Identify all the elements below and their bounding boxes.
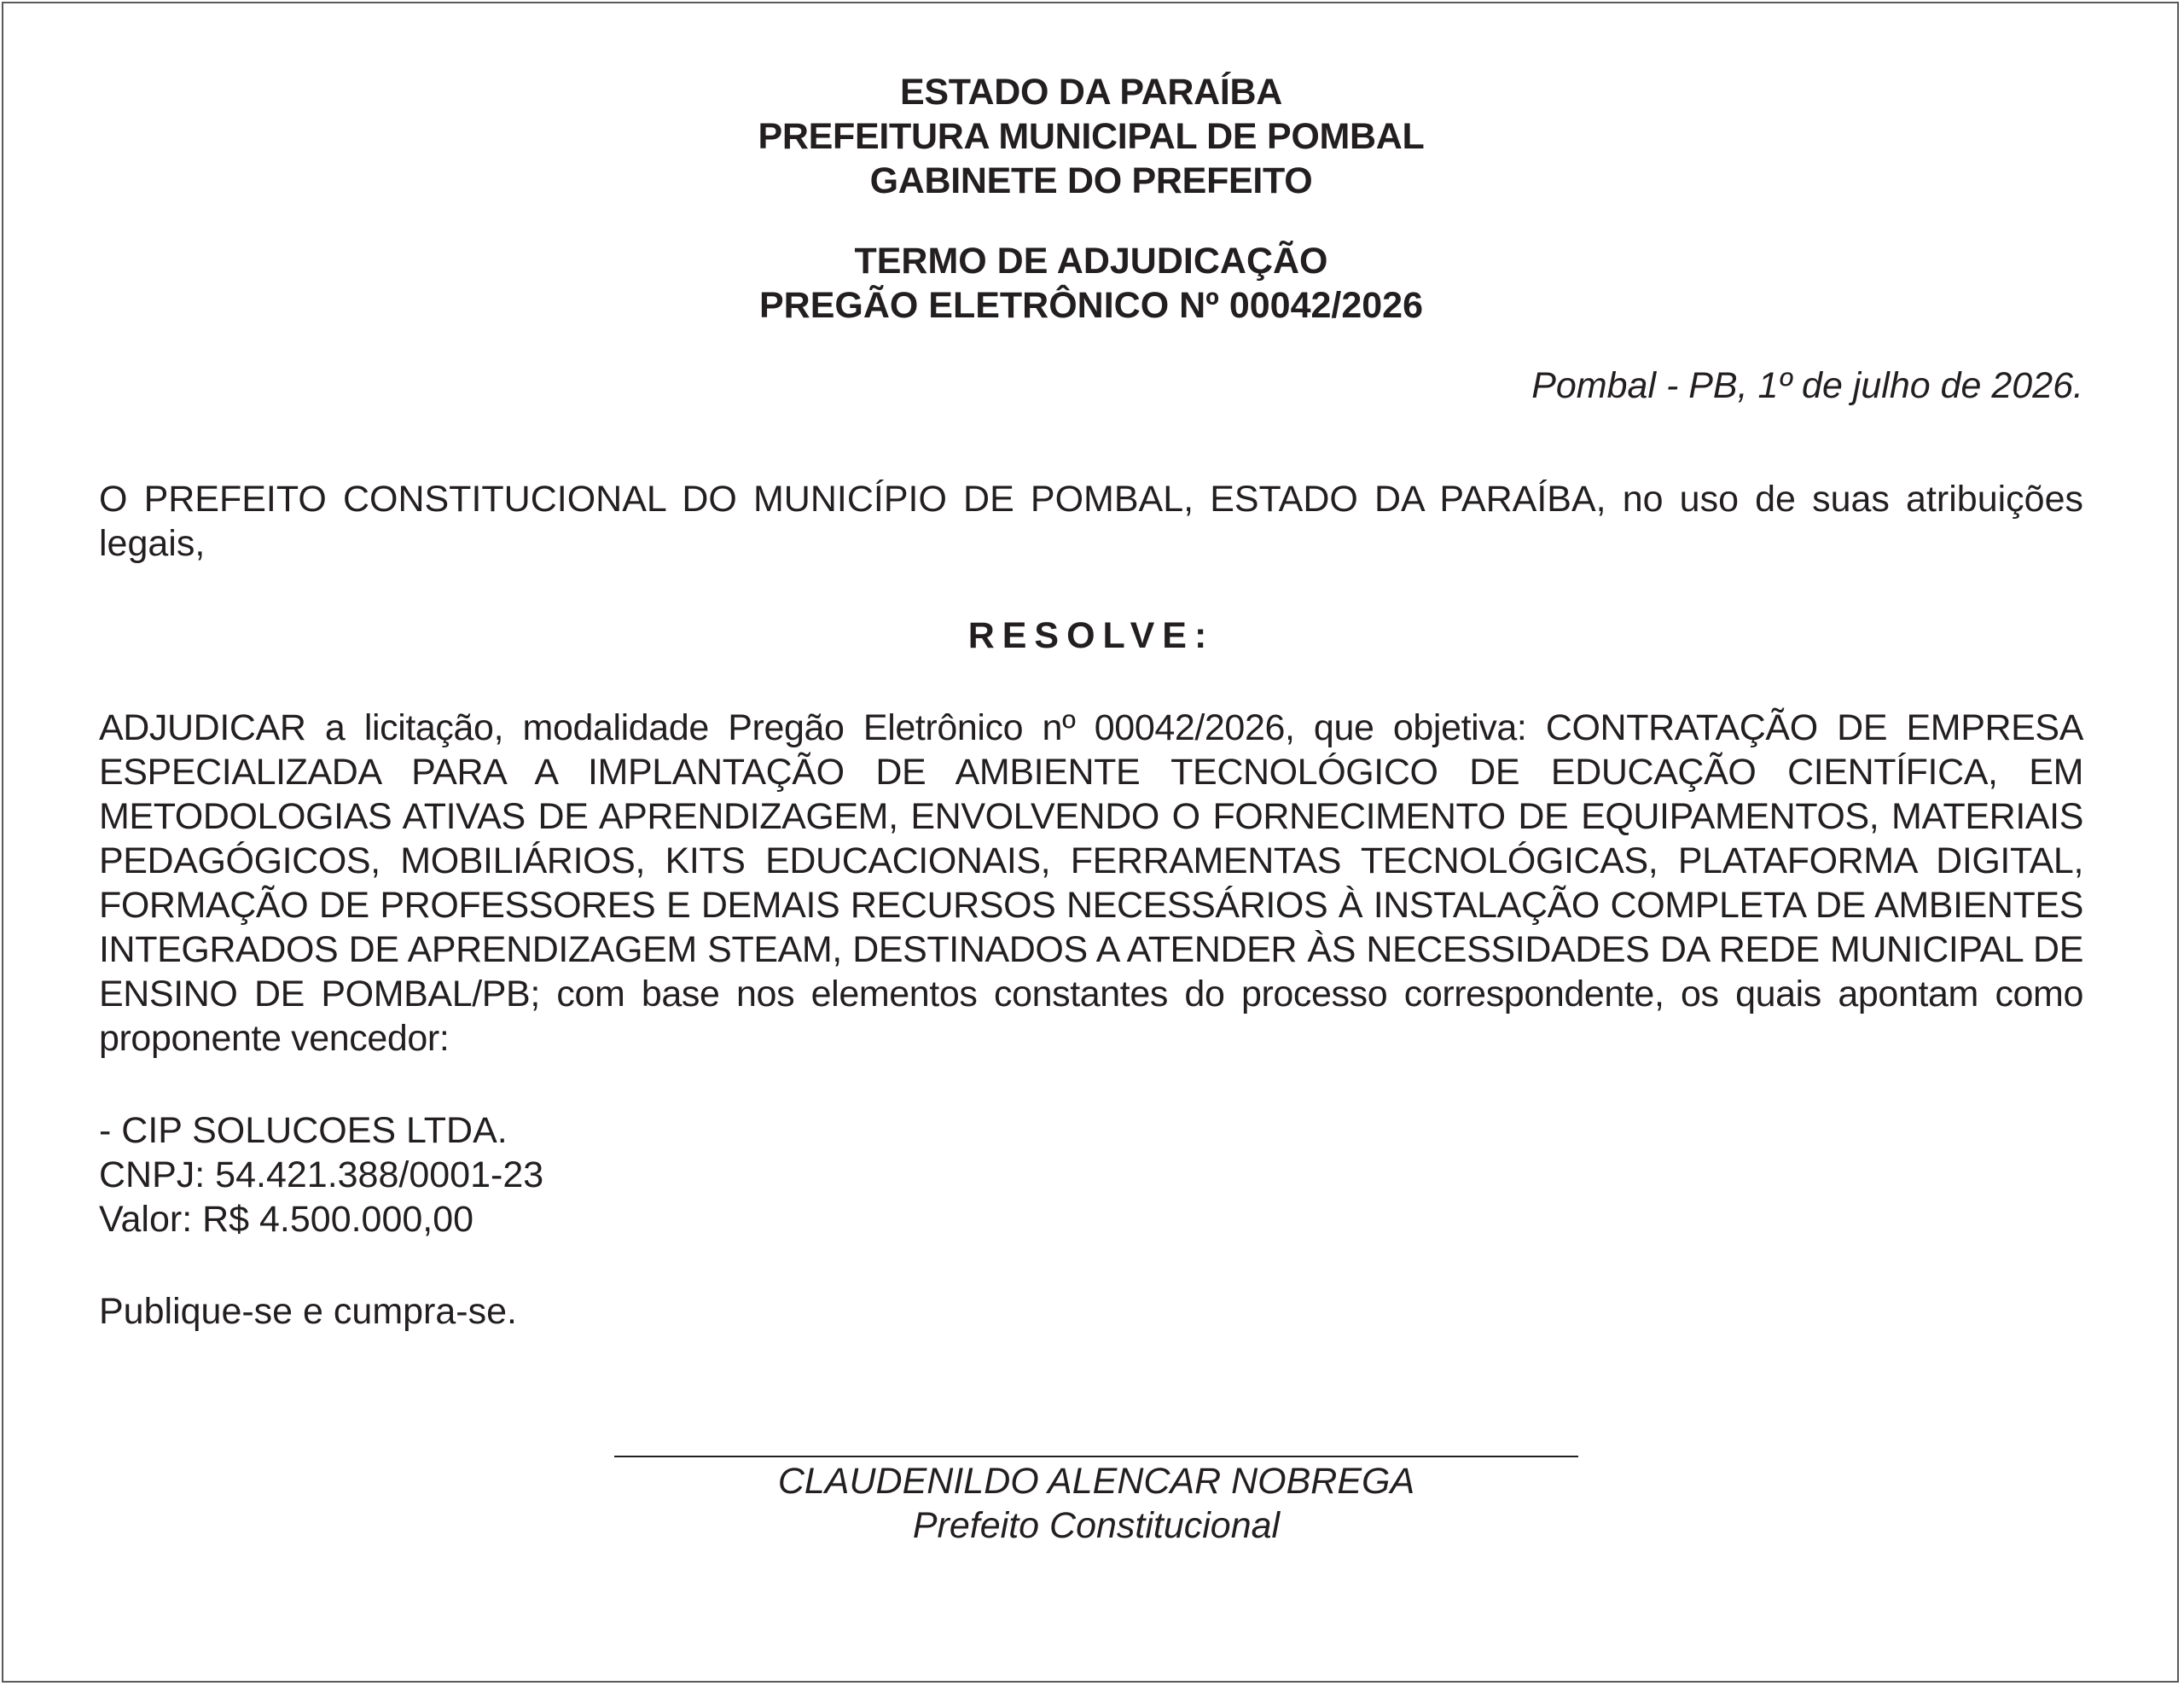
winner-value: Valor: R$ 4.500.000,00 — [99, 1199, 474, 1240]
signer-name: CLAUDENILDO ALENCAR NOBREGA — [777, 1461, 1415, 1502]
winner-block — [99, 1108, 2083, 1241]
issuer-header — [99, 70, 2083, 203]
document — [99, 70, 2083, 1334]
intro-paragraph: O PREFEITO CONSTITUCIONAL DO MUNICÍPIO DE POMBAL, ESTADO DA PARAÍBA, no uso de suas atribuições legais, — [99, 479, 2083, 564]
document-title — [99, 239, 2083, 328]
process-number: PREGÃO ELETRÔNICO Nº 00042/2026 — [758, 285, 1424, 326]
closing-statement: Publique-se e cumpra-se. — [99, 1291, 517, 1332]
state-name: ESTADO DA PARAÍBA — [900, 72, 1282, 113]
signature-block — [614, 1456, 1578, 1548]
winner-cnpj: CNPJ: 54.421.388/0001-23 — [99, 1154, 544, 1195]
title-line: TERMO DE ADJUDICAÇÃO — [854, 241, 1328, 282]
winner-company: - CIP SOLUCOES LTDA. — [99, 1110, 508, 1151]
document-date: Pombal - PB, 1º de julho de 2026. — [1531, 365, 2083, 406]
signature-line — [614, 1456, 1578, 1457]
signer-role: Prefeito Constitucional — [912, 1505, 1281, 1546]
adjudication-paragraph: ADJUDICAR a licitação, modalidade Pregão Eletrônico nº 00042/2026, que objetiva: CONTRATAÇÃO DE EMPRESA ESPECIALIZADA PARA A IMPLANTAÇÃO DE AMBIENTE TECNOLÓGICO DE EDUCAÇÃO CIENTÍFICA, EM METODOLOGIAS ATIVAS DE APRENDIZAGEM, ENVOLVENDO O FORNECIMENTO DE EQUIPAMENTOS, MATERIAIS PEDAGÓGICOS, MOBILIÁRIOS, KITS EDUCACIONAIS, FERRAMENTAS TECNOLÓGICAS, PLATAFORMA DIGITAL, FORMAÇÃO DE PROFESSORES E DEMAIS RECURSOS NECESSÁRIOS À INSTALAÇÃO COMPLETA DE AMBIENTES INTEGRADOS DE APRENDIZAGEM STEAM, DESTINADOS A ATENDER ÀS NECESSIDADES DA REDE MUNICIPAL DE ENSINO DE POMBAL/PB; com base nos elementos constantes do processo correspondente, os quais apontam como proponente vencedor: — [99, 707, 2083, 1059]
resolve-heading: RESOLVE: — [967, 615, 1215, 656]
city-hall-name: PREFEITURA MUNICIPAL DE POMBAL — [758, 116, 1425, 157]
office-name: GABINETE DO PREFEITO — [869, 160, 1313, 201]
